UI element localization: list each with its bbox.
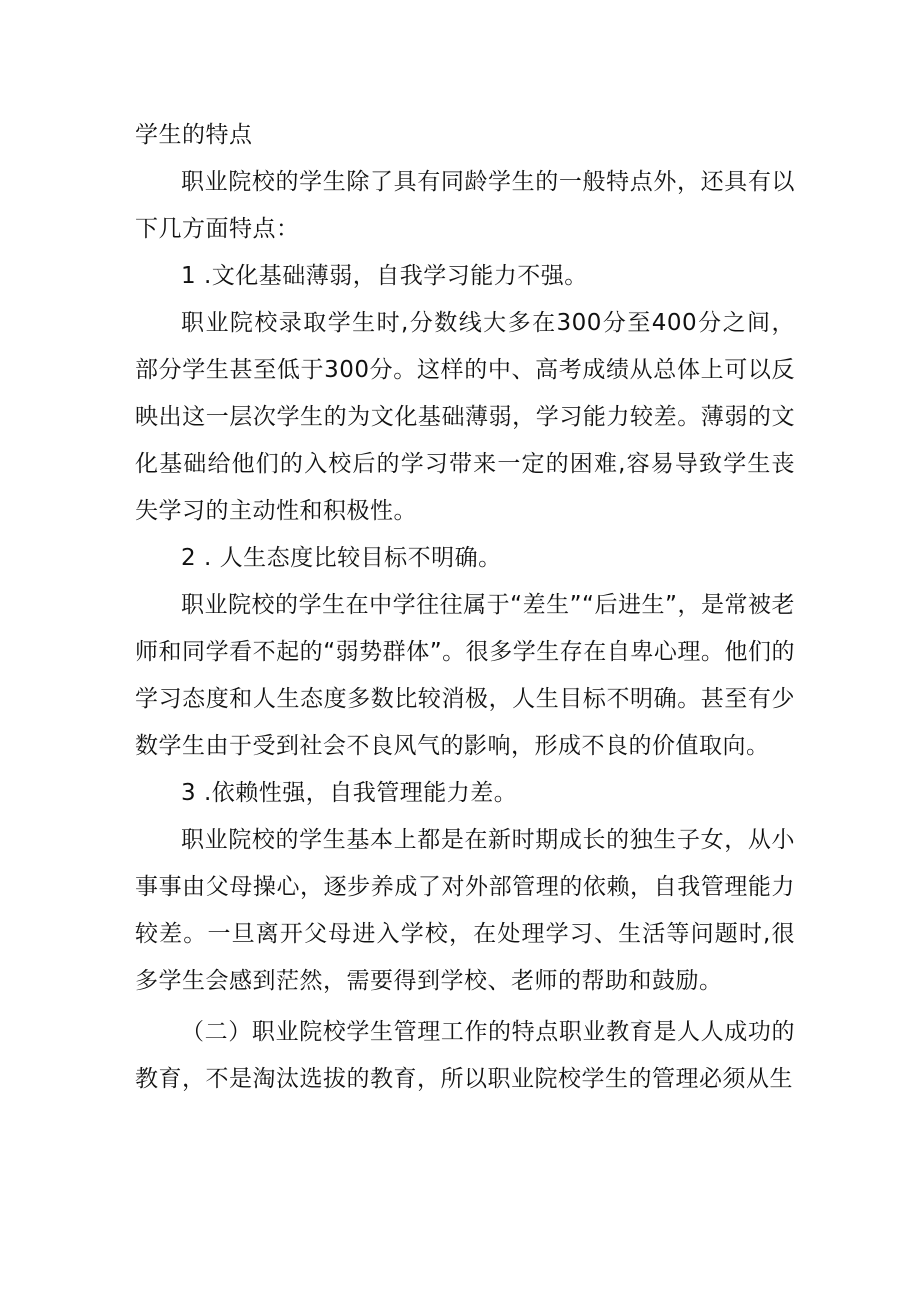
item-2-body: 职业院校的学生在中学往往属于“差生”“后进生”，是常被老师和同学看不起的“弱势群体”。很多学生存在自卑心理。他们的学习态度和人生态度多数比较消极，人生目标不明确。甚至有少数学生由于受到社会不良风气的影响，形成不良的价值取向。 [135,592,795,759]
item-3-title: 3 .依赖性强，自我管理能力差。 [181,780,518,806]
section-2-paragraph: （二）职业院校学生管理工作的特点职业教育是人人成功的教育，不是淘汰选拔的教育，所以职业院校学生的管理必须从生 [135,1019,795,1092]
intro-paragraph: 职业院校的学生除了具有同龄学生的一般特点外，还具有以下几方面特点： [135,169,795,242]
item-3-body: 职业院校的学生基本上都是在新时期成长的独生子女，从小事事由父母操心，逐步养成了对外部管理的依赖，自我管理能力较差。一旦离开父母进入学校，在处理学习、生活等问题时,很多学生会感到茫然，需要得到学校、老师的帮助和鼓励。 [135,827,795,994]
item-1-title: 1 .文化基础薄弱，自我学习能力不强。 [181,263,588,289]
item-1-body: 职业院校录取学生时,分数线大多在300分至400分之间，部分学生甚至低于300分。这样的中、高考成绩从总体上可以反映出这一层次学生的为文化基础薄弱，学习能力较差。薄弱的文化基础给他们的入校后的学习带来一定的困难,容易导致学生丧失学习的主动性和积极性。 [135,310,795,524]
document-body [135,112,795,1103]
item-2-title: 2 . 人生态度比较目标不明确。 [181,545,502,571]
section-heading: 学生的特点 [135,122,253,148]
